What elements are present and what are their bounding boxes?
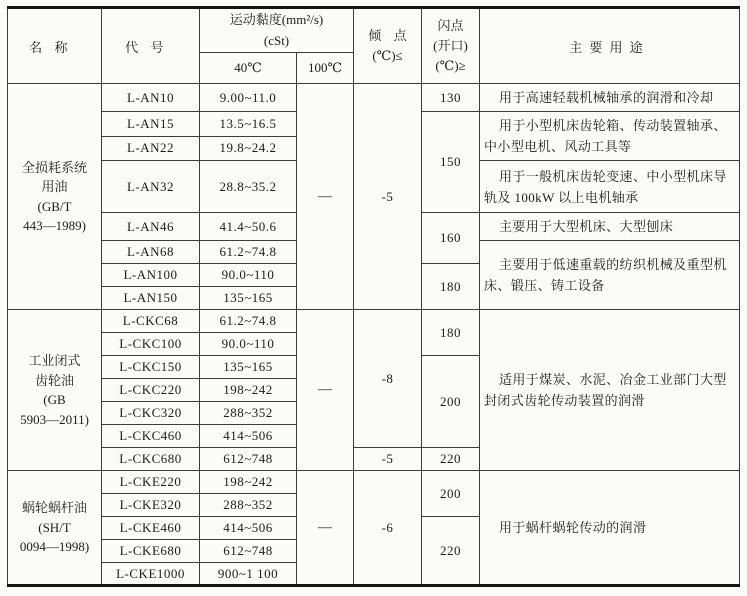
viscosity-40c-cell: 612~748 <box>200 448 297 471</box>
flash-point-cell: 200 <box>422 471 480 517</box>
oil-name-line: 5903—2011) <box>20 411 89 427</box>
use-cell <box>480 471 740 586</box>
col-header-code-label: 代号 <box>125 39 176 55</box>
col-header-code <box>102 8 200 84</box>
viscosity-40c-cell: 900~1 100 <box>200 563 297 586</box>
use-text: 主要用于大型机床、大型刨床 <box>498 219 674 235</box>
code-cell: L-CKE460 <box>102 517 200 540</box>
oil-name-line: 0094—1998) <box>19 539 90 555</box>
viscosity-40c-cell: 288~352 <box>200 402 297 425</box>
flash-point-condition: (℃)≥ <box>435 58 466 74</box>
code-cell: L-CKC100 <box>102 333 200 356</box>
use-text: 用于高速轻载机械轴承的润滑和冷却 <box>498 90 714 105</box>
use-cell <box>480 310 740 471</box>
flash-point-cell: 200 <box>422 356 480 448</box>
viscosity-100c-cell: — <box>297 310 354 471</box>
col-header-flash-point <box>422 8 480 84</box>
use-text: 用于一般机床齿轮变速、中小型机床导轨及 100kW 以上电机轴承 <box>484 168 727 205</box>
flash-point-cell: 180 <box>422 264 480 310</box>
code-cell: L-AN100 <box>102 264 200 287</box>
section-worm-gear-oil <box>8 471 740 586</box>
viscosity-40c-cell: 135~165 <box>200 356 297 379</box>
col-header-pour-point <box>354 8 422 84</box>
code-cell: L-AN32 <box>102 161 200 213</box>
oil-name-line: (GB/T <box>37 198 72 214</box>
section-total-loss-oil <box>8 84 740 310</box>
oil-name-line: 443—1989) <box>23 218 86 234</box>
oil-name-cell <box>8 310 102 471</box>
flash-point-cell: 160 <box>422 213 480 264</box>
code-cell: L-CKE320 <box>102 494 200 517</box>
flash-point-cell: 130 <box>422 84 480 112</box>
viscosity-40c-cell: 135~165 <box>200 287 297 310</box>
oil-name-line: 齿轮油 <box>34 372 74 388</box>
oil-name-line: 蜗轮蜗杆油 <box>21 500 87 516</box>
code-cell: L-AN15 <box>102 112 200 137</box>
use-cell <box>480 84 740 112</box>
use-cell <box>480 161 740 213</box>
table-row <box>8 310 740 333</box>
oil-name-cell <box>8 84 102 310</box>
code-cell: L-CKC68 <box>102 310 200 333</box>
table-header <box>8 8 740 84</box>
oil-name-line: (SH/T <box>38 519 71 535</box>
code-cell: L-CKC680 <box>102 448 200 471</box>
code-cell: L-AN150 <box>102 287 200 310</box>
viscosity-40c-cell: 41.4~50.6 <box>200 213 297 241</box>
col-header-uses-label: 主要用途 <box>569 39 650 55</box>
oil-name-line: 工业闭式 <box>28 353 81 369</box>
oil-name-line: (GB <box>43 392 66 408</box>
oil-name-line: 全损耗系统 <box>21 159 87 175</box>
oil-spec-table <box>7 6 740 587</box>
code-cell: L-CKE680 <box>102 540 200 563</box>
col-header-name-label: 名称 <box>29 39 80 55</box>
oil-name-cell <box>8 471 102 586</box>
table-row <box>8 471 740 494</box>
code-cell: L-AN22 <box>102 136 200 161</box>
flash-point-cell: 220 <box>422 517 480 586</box>
use-text: 用于蜗杆蜗轮传动的润滑 <box>498 520 647 536</box>
code-cell: L-AN68 <box>102 241 200 264</box>
use-cell <box>480 213 740 241</box>
use-text: 用于小型机床齿轮箱、传动装置轴承、中小型电机、风动工具等 <box>484 118 727 155</box>
viscosity-40c-cell: 28.8~35.2 <box>200 161 297 213</box>
code-cell: L-CKC150 <box>102 356 200 379</box>
pour-point-cell: -5 <box>354 84 422 310</box>
code-cell: L-CKC320 <box>102 402 200 425</box>
viscosity-40c-cell: 9.00~11.0 <box>200 84 297 112</box>
viscosity-unit: (cSt) <box>263 32 290 48</box>
viscosity-40c-cell: 198~242 <box>200 471 297 494</box>
flash-point-cell: 220 <box>422 448 480 471</box>
viscosity-40c-cell: 414~506 <box>200 425 297 448</box>
section-industrial-gear-oil <box>8 310 740 471</box>
col-header-uses <box>480 8 740 84</box>
flash-point-title: 闪点 <box>437 17 464 33</box>
col-header-viscosity <box>200 8 354 53</box>
use-cell <box>480 241 740 310</box>
viscosity-40c-cell: 13.5~16.5 <box>200 112 297 137</box>
viscosity-40c-cell: 61.2~74.8 <box>200 310 297 333</box>
viscosity-40c-cell: 198~242 <box>200 379 297 402</box>
code-cell: L-AN10 <box>102 84 200 112</box>
viscosity-40c-cell: 90.0~110 <box>200 264 297 287</box>
oil-name-line: 用油 <box>41 179 68 195</box>
code-cell: L-CKE1000 <box>102 563 200 586</box>
viscosity-40c-cell: 90.0~110 <box>200 333 297 356</box>
col-header-100c: 100℃ <box>297 53 354 84</box>
use-text: 主要用于低速重载的纺织机械及重型机床、锻压、铸工设备 <box>484 257 727 294</box>
table-row <box>8 84 740 112</box>
pour-point-cell: -6 <box>354 471 422 586</box>
pour-point-cell: -8 <box>354 310 422 448</box>
col-header-name <box>8 8 102 84</box>
viscosity-40c-cell: 414~506 <box>200 517 297 540</box>
flash-point-cell: 150 <box>422 112 480 213</box>
viscosity-40c-cell: 61.2~74.8 <box>200 241 297 264</box>
viscosity-40c-cell: 19.8~24.2 <box>200 136 297 161</box>
use-text: 适用于煤炭、水泥、冶金工业部门大型封闭式齿轮传动装置的润滑 <box>484 372 727 409</box>
flash-point-cell: 180 <box>422 310 480 356</box>
viscosity-40c-cell: 612~748 <box>200 540 297 563</box>
code-cell: L-AN46 <box>102 213 200 241</box>
viscosity-100c-cell: — <box>297 84 354 310</box>
pour-point-cell: -5 <box>354 448 422 471</box>
code-cell: L-CKC220 <box>102 379 200 402</box>
pour-point-title: 倾点 <box>368 27 420 43</box>
viscosity-title: 运动黏度(mm²/s) <box>229 12 324 28</box>
use-cell <box>480 112 740 161</box>
viscosity-100c-cell: — <box>297 471 354 586</box>
flash-point-open: (开口) <box>433 37 468 53</box>
code-cell: L-CKC460 <box>102 425 200 448</box>
viscosity-40c-cell: 288~352 <box>200 494 297 517</box>
code-cell: L-CKE220 <box>102 471 200 494</box>
pour-point-condition: (℃)≤ <box>372 48 403 63</box>
col-header-40c: 40℃ <box>200 53 297 84</box>
